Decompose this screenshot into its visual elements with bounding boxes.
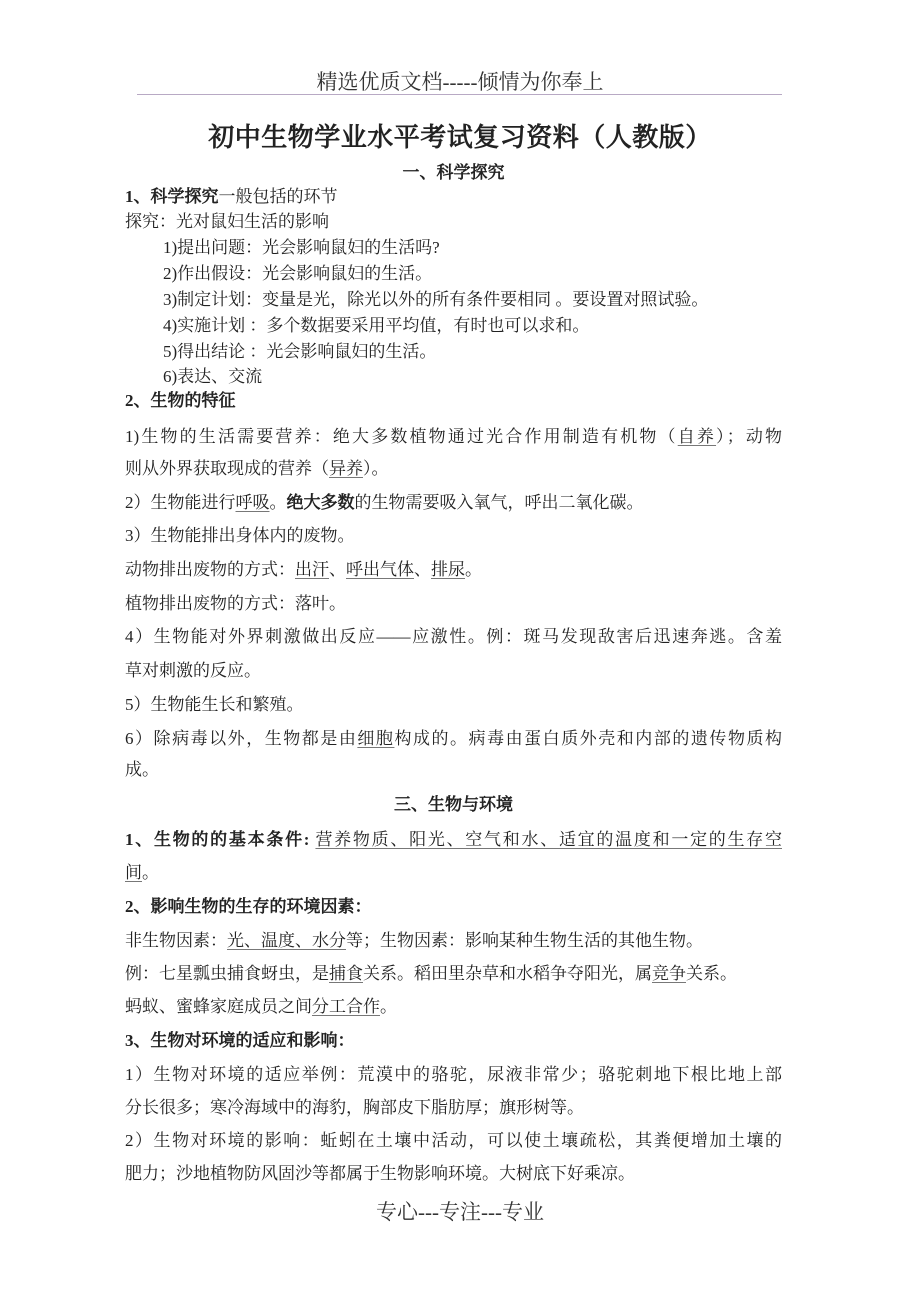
underlined-term: 竞争 — [652, 964, 686, 983]
text-run: 5)得出结论 ：光会影响鼠妇的生活。 — [163, 342, 437, 361]
text-run: 2)作出假设：光会影响鼠妇的生活。 — [163, 264, 433, 283]
header-divider — [137, 94, 782, 95]
text-line — [125, 426, 782, 448]
page-header: 精选优质文档-----倾情为你奉上 — [316, 70, 604, 94]
underlined-term: 呼出气体 — [346, 560, 414, 579]
bold-text: 2、影响生物的生存的环境因素： — [125, 897, 372, 916]
text-line — [125, 458, 782, 480]
text-run: ）。 — [363, 459, 389, 478]
text-line — [125, 660, 782, 682]
text-run: 6)表达、交流 — [163, 367, 263, 386]
text-line — [125, 930, 782, 952]
text-line — [125, 829, 782, 851]
bold-text: 1、生物的的基本条件: — [125, 830, 310, 849]
text-run: 动物排出废物的方式： — [125, 560, 295, 579]
text-line — [163, 263, 782, 285]
underlined-term: 捕食 — [329, 964, 363, 983]
text-line — [163, 315, 782, 337]
bold-text: 3、生物对环境的适应和影响： — [125, 1031, 355, 1050]
bold-text: 2、生物的特征 — [125, 391, 236, 410]
underlined-term: 营养物质、阳光、空气和水、适宜的温度和一定的生存空 — [315, 830, 782, 849]
text-run: 探究：光对鼠妇生活的影响 — [125, 212, 329, 231]
text-line — [125, 996, 782, 1018]
bold-text: 1、科学探究 — [125, 187, 219, 206]
underlined-term: 自养 — [677, 427, 717, 446]
page-footer: 专心---专注---专业 — [376, 1200, 544, 1224]
text-run: 则从外界获取现成的营养（ — [125, 459, 329, 478]
text-run: 肥力；沙地植物防风固沙等都属于生物影响环境。大树底下好乘凉。 — [125, 1164, 635, 1183]
text-line — [125, 626, 782, 648]
text-run: 1）生物对环境的适应举例：荒漠中的骆驼，尿液非常少；骆驼刺地下根比地上部 — [125, 1065, 782, 1084]
text-run: 蚂蚁、蜜蜂家庭成员之间 — [125, 997, 312, 1016]
text-line — [125, 211, 782, 233]
bold-text: 绝大多数 — [286, 493, 355, 512]
underlined-term: 排尿 — [431, 560, 465, 579]
text-line — [163, 341, 782, 363]
text-line — [125, 1064, 782, 1086]
text-run: 5）生物能生长和繁殖。 — [125, 695, 304, 714]
text-run: 6）除病毒以外，生物都是由 — [125, 729, 358, 748]
text-run: ）；动物 — [716, 427, 783, 446]
text-run: 2）生物对环境的影响：蚯蚓在土壤中活动，可以使土壤疏松，其粪便增加土壤的 — [125, 1131, 782, 1150]
text-run: 关系。稻田里杂草和水稻争夺阳光，属 — [363, 964, 652, 983]
text-run: 成。 — [125, 760, 159, 779]
text-run: 3）生物能排出身体内的废物。 — [125, 526, 355, 545]
text-run: 一、科学探究 — [402, 163, 505, 182]
text-line — [125, 694, 782, 716]
text-line — [125, 390, 782, 412]
text-run: 、 — [414, 560, 431, 579]
underlined-term: 分工合作 — [312, 997, 380, 1016]
text-run: 1)提出问题：光会影响鼠妇的生活吗? — [163, 238, 440, 257]
underlined-term: 呼吸 — [235, 493, 270, 512]
text-line — [125, 759, 782, 781]
text-run: 植物排出废物的方式：落叶。 — [125, 594, 346, 613]
text-run: 非生物因素： — [125, 931, 227, 950]
text-line — [163, 237, 782, 259]
text-line — [125, 1097, 782, 1119]
text-run: 关系。 — [686, 964, 737, 983]
text-line — [125, 186, 782, 208]
text-run: 。 — [142, 863, 159, 882]
document-title: 初中生物学业水平考试复习资料（人教版） — [208, 123, 712, 152]
underlined-term: 间 — [125, 863, 142, 882]
text-run: 。 — [380, 997, 397, 1016]
text-line — [125, 728, 782, 750]
text-run: 分长很多；寒冷海域中的海豹，胸部皮下脂肪厚；旗形树等。 — [125, 1098, 584, 1117]
text-line — [163, 366, 782, 388]
text-run: 。 — [465, 560, 482, 579]
text-run: 等；生物因素：影响某种生物生活的其他生物。 — [346, 931, 703, 950]
text-line — [125, 525, 782, 547]
text-line — [125, 862, 782, 884]
section-heading — [125, 162, 782, 184]
underlined-term: 出汗 — [295, 560, 329, 579]
text-run: 2）生物能进行 — [125, 493, 236, 512]
text-run: 的生物需要吸入氧气，呼出二氧化碳。 — [354, 493, 644, 512]
text-line — [125, 1130, 782, 1152]
text-line — [163, 289, 782, 311]
section-heading — [125, 794, 782, 816]
text-run: 草对刺激的反应。 — [125, 661, 261, 680]
text-run: 4）生物能对外界刺激做出反应——应激性。例：斑马发现敌害后迅速奔逃。含羞 — [125, 627, 782, 646]
underlined-term: 细胞 — [357, 729, 395, 748]
text-run: 例：七星瓢虫捕食蚜虫，是 — [125, 964, 329, 983]
text-run: 3)制定计划：变量是光，除光以外的所有条件要相同 。要设置对照试验。 — [163, 290, 709, 309]
text-line — [125, 896, 782, 918]
text-line — [125, 1163, 782, 1185]
text-run: 构成的。病毒由蛋白质外壳和内部的遗传物质构 — [394, 729, 783, 748]
text-line — [125, 492, 782, 514]
text-line — [125, 1030, 782, 1052]
underlined-term: 光、温度、水分 — [227, 931, 346, 950]
text-run: 4)实施计划 ：多个数据要采用平均值，有时也可以求和。 — [163, 316, 590, 335]
text-run: 。 — [269, 493, 287, 512]
text-run: 、 — [329, 560, 346, 579]
text-line — [125, 963, 782, 985]
underlined-term: 异养 — [329, 459, 363, 478]
text-run: 1)生物的生活需要营养：绝大多数植物通过光合作用制造有机物（ — [125, 427, 678, 446]
text-run: 一般包括的环节 — [218, 187, 338, 206]
text-run: 三、生物与环境 — [394, 795, 513, 814]
text-line — [125, 559, 782, 581]
text-line — [125, 593, 782, 615]
